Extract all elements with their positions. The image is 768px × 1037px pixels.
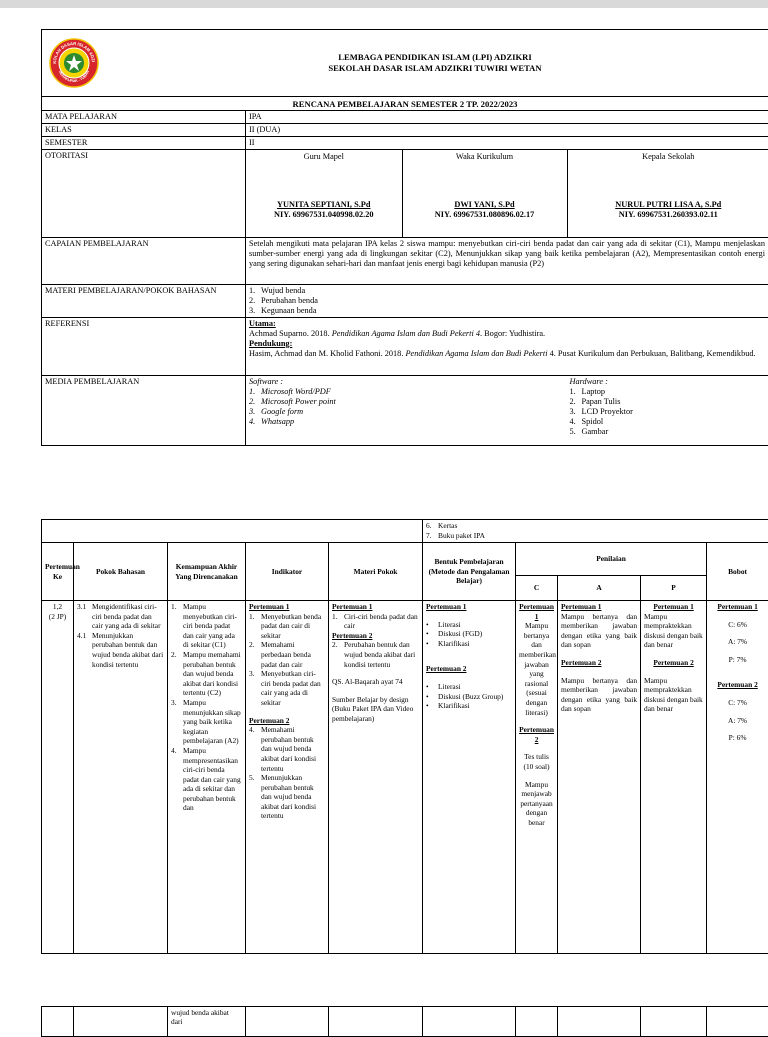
- signer-name: NURUL PUTRI LISA A, S.Pd: [570, 200, 768, 210]
- list-item: 5. Menunjukkan perubahan bentuk dan wujud benda akibat dari kondisi tertentu: [249, 773, 325, 821]
- col-header-pertemuan: Pertemuan Ke: [42, 543, 74, 601]
- signer-guru: [246, 150, 402, 237]
- school-header: [42, 30, 768, 97]
- ref-pendukung-label: Pendukung:: [249, 339, 765, 349]
- referensi-text: Utama: Achmad Suparno. 2018. Pendidikan Agama Islam dan Budi Pekerti 4. Bogor: Yudhistira. Pendukung: Hasim, Achmad dan M. Kholid Fathoni. 2018. Pendidikan Agama Islam dan Budi Pekerti 4. Pusat Kurikulum dan Perbukuan, Balitbang, Kemendikbud.: [246, 318, 768, 376]
- school-name: SEKOLAH DASAR ISLAM ADZIKRI TUWIRI WETAN: [102, 63, 768, 74]
- col-header-bentuk: Bentuk Pembelajaran (Metode dan Pengalaman Belajar): [423, 543, 516, 601]
- list-item: 3. LCD Proyektor: [570, 407, 766, 417]
- col-header-bobot: Bobot: [707, 543, 768, 601]
- kemampuan-continuation: wujud benda akibat dari: [168, 1007, 246, 1037]
- list-item: • Literasi: [426, 682, 512, 692]
- col-header-c: C: [516, 576, 558, 601]
- list-item: 4. Spidol: [570, 417, 766, 427]
- list-item: 2. Mampu memahami perubahan bentuk dan wujud benda akibat dari kondisi tertentu (C2): [171, 650, 242, 698]
- cell-indikator: Pertemuan 1 1. Menyebutkan benda padat dan cair di sekitar 2. Memahami perbedaan benda padat dan cair 3. Menyebutkan ciri-ciri benda padat dan cair yang ada di sekitar Pertemuan 2 4. Memahami perubahan bentuk dan wujud benda akibat dari kondisi tertentu 5. Menunjukkan perubahan bentuk dan wujud benda akibat dari kondisi tertentu: [246, 601, 329, 954]
- otoritas-label: OTORITASI: [42, 150, 246, 238]
- page-top-strip: [0, 0, 768, 8]
- col-header-pokok: Pokok Bahasan: [74, 543, 168, 601]
- cell-penilaian-p: Pertemuan 1 Mampu mempraktekkan diskusi dengan baik dan benar Pertemuan 2 Mampu mempraktekkan diskusi dengan baik dan benar: [641, 601, 707, 954]
- kelas-value: II (DUA): [246, 124, 768, 137]
- cell-penilaian-c: Pertemuan 1 Mampu bertanya dan memberikan jawaban yang rasional (sesuai dengan literasi) Pertemuan 2 Tes tulis (10 soal) Mampu menjawab pertanyaan dengan benar: [516, 601, 558, 954]
- list-item: 2. Perubahan bentuk dan wujud benda akibat dari kondisi tertentu: [332, 640, 419, 669]
- list-item: 2. Papan Tulis: [570, 397, 766, 407]
- col-header-kemampuan: Kemampuan Akhir Yang Direncanakan: [168, 543, 246, 601]
- list-item: 4. Whatsapp: [249, 417, 564, 427]
- list-item: 1. Menyebutkan benda padat dan cair di sekitar: [249, 612, 325, 641]
- list-item: • Diskusi (FGD): [426, 629, 512, 639]
- list-item: 3. Menyebutkan ciri-ciri benda padat dan cair yang ada di sekitar: [249, 669, 325, 707]
- table-row: [42, 601, 768, 954]
- cell-materi: Pertemuan 1 1. Ciri-ciri benda padat dan cair Pertemuan 2 2. Perubahan bentuk dan wujud benda akibat dari kondisi tertentu QS. Al-Baqarah ayat 74 Sumber Belajar by design (Buku Paket IPA dan Video pembelajaran): [329, 601, 423, 954]
- cell-bentuk: Pertemuan 1 • Literasi • Diskusi (FGD) • Klarifikasi Pertemuan 2 • Literasi • Diskusi (Buzz Group) • Klarifikasi: [423, 601, 516, 954]
- table-row: [42, 1007, 768, 1037]
- capaian-text: Setelah mengikuti mata pelajaran IPA kelas 2 siswa mampu: menyebutkan ciri-ciri benda padat dan cair yang ada di sekitar (C1), Mampu menjelaskan sumber-sumber energi yang ada di lingkungan sekitar (C2), Menunjukkan sikap yang baik ketika pembelajaran (A2), Mempresentasikan contoh energi yang sering digunakan sehari-hari dan manfaat jenis energi bagi kehidupan manusia (P2): [246, 238, 768, 285]
- list-item: 3. Google form: [249, 407, 564, 417]
- signer-role: Waka Kurikulum: [456, 152, 513, 161]
- signer-nip: NIY. 69967531.260393.02.11: [570, 210, 768, 220]
- semester-value: II: [246, 137, 768, 150]
- list-item: 6. Kertas: [426, 521, 765, 531]
- list-item: 7. Buku paket IPA: [426, 531, 765, 541]
- rps-plan-table-continued: [41, 1006, 768, 1037]
- list-item: 1. Mampu menyebutkan ciri-ciri benda padat dan cair yang ada di sekitar (C1): [171, 602, 242, 650]
- materi-label: MATERI PEMBELAJARAN/POKOK BAHASAN: [42, 285, 246, 318]
- list-item: 1. Laptop: [570, 387, 766, 397]
- list-item: 3. Mampu menunjukkan sikap yang baik ketika kegiatan pembelajaran (A2): [171, 698, 242, 746]
- list-item: 4. Memahami perubahan bentuk dan wujud benda akibat dari kondisi tertentu: [249, 725, 325, 773]
- list-item: 2. Microsoft Power point: [249, 397, 564, 407]
- list-item: 1. Ciri-ciri benda padat dan cair: [332, 612, 419, 631]
- list-item: • Diskusi (Buzz Group): [426, 692, 512, 702]
- logo-bottom-text: MERAKURAK - TUBAN: [58, 70, 90, 83]
- list-item: 4. Mampu mempresentasikan ciri-ciri benda padat dan cair yang ada di sekitar dan perubahan bentuk dan: [171, 746, 242, 813]
- list-item: • Klarifikasi: [426, 701, 512, 711]
- col-header-p: P: [641, 576, 707, 601]
- media-label: MEDIA PEMBELAJARAN: [42, 376, 246, 446]
- software-list: Software : 1. Microsoft Word/PDF 2. Microsoft Power point 3. Google form 4. Whatsapp: [246, 376, 567, 446]
- blank-cell: [42, 520, 423, 543]
- materi-qs: QS. Al-Baqarah ayat 74: [332, 677, 419, 687]
- list-item: 2. Memahami perbedaan benda padat dan cair: [249, 640, 325, 669]
- referensi-label: REFERENSI: [42, 318, 246, 376]
- rps-plan-table: [41, 519, 768, 954]
- cell-pokok: [74, 601, 168, 954]
- school-logo-icon: [49, 38, 99, 88]
- col-header-indikator: Indikator: [246, 543, 329, 601]
- signature-block: [246, 150, 768, 238]
- list-item: • Literasi: [426, 620, 512, 630]
- signer-nip: NIY. 69967531.040998.02.20: [248, 210, 400, 220]
- list-item: 2. Perubahan benda: [249, 296, 765, 306]
- col-header-penilaian: Penilaian: [516, 543, 707, 576]
- logo-top-text: KOLAH DASAR ISLAM ADZI: [49, 38, 96, 64]
- list-item: • Klarifikasi: [426, 639, 512, 649]
- document-title: RENCANA PEMBELAJARAN SEMESTER 2 TP. 2022/2023: [42, 97, 768, 111]
- col-header-a: A: [558, 576, 641, 601]
- list-item: 3.1 Mengidentifikasi ciri-ciri benda padat dan cair yang ada di sekitar: [77, 602, 164, 631]
- signer-role: Guru Mapel: [304, 152, 344, 161]
- signer-role: Kepala Sekolah: [642, 152, 694, 161]
- capaian-label: CAPAIAN PEMBELAJARAN: [42, 238, 246, 285]
- col-header-materi: Materi Pokok: [329, 543, 423, 601]
- ref-utama-label: Utama:: [249, 319, 765, 329]
- list-item: 1. Wujud benda: [249, 286, 765, 296]
- rps-identity-table: [41, 29, 768, 446]
- cell-penilaian-a: Pertemuan 1 Mampu bertanya dan memberikan jawaban dengan etika yang baik dan sopan Pertemuan 2 Mampu bertanya dan memberikan jawaban dengan etika yang baik dan sopan: [558, 601, 641, 954]
- materi-list: [246, 285, 768, 318]
- mapel-value: IPA: [246, 111, 768, 124]
- cell-kemampuan: [168, 601, 246, 954]
- hardware-list: Hardware : 1. Laptop 2. Papan Tulis 3. LCD Proyektor 4. Spidol 5. Gambar: [567, 376, 768, 446]
- list-item: 5. Gambar: [570, 427, 766, 437]
- signer-kepsek: [567, 150, 768, 237]
- list-item: 4.1 Menunjukkan perubahan bentuk dan wujud benda akibat dari kondisi tertentu: [77, 631, 164, 669]
- signer-nip: NIY. 69967531.080896.02.17: [405, 210, 565, 220]
- cell-pertemuan: 1,2 (2 JP): [42, 601, 74, 954]
- list-item: 1. Microsoft Word/PDF: [249, 387, 564, 397]
- mapel-label: MATA PELAJARAN: [42, 111, 246, 124]
- semester-label: SEMESTER: [42, 137, 246, 150]
- kelas-label: KELAS: [42, 124, 246, 137]
- signer-waka: [402, 150, 567, 237]
- institution-name: LEMBAGA PENDIDIKAN ISLAM (LPI) ADZIKRI: [102, 52, 768, 63]
- signer-name: DWI YANI, S.Pd: [405, 200, 565, 210]
- cell-bobot: Pertemuan 1 C: 6% A: 7% P: 7% Pertemuan 2 C: 7% A: 7% P: 6%: [707, 601, 768, 954]
- signer-name: YUNITA SEPTIANI, S.Pd: [248, 200, 400, 210]
- list-item: 3. Kegunaan benda: [249, 306, 765, 316]
- hardware-continuation: [423, 520, 768, 543]
- materi-sumber: Sumber Belajar by design (Buku Paket IPA dan Video pembelajaran): [332, 695, 419, 724]
